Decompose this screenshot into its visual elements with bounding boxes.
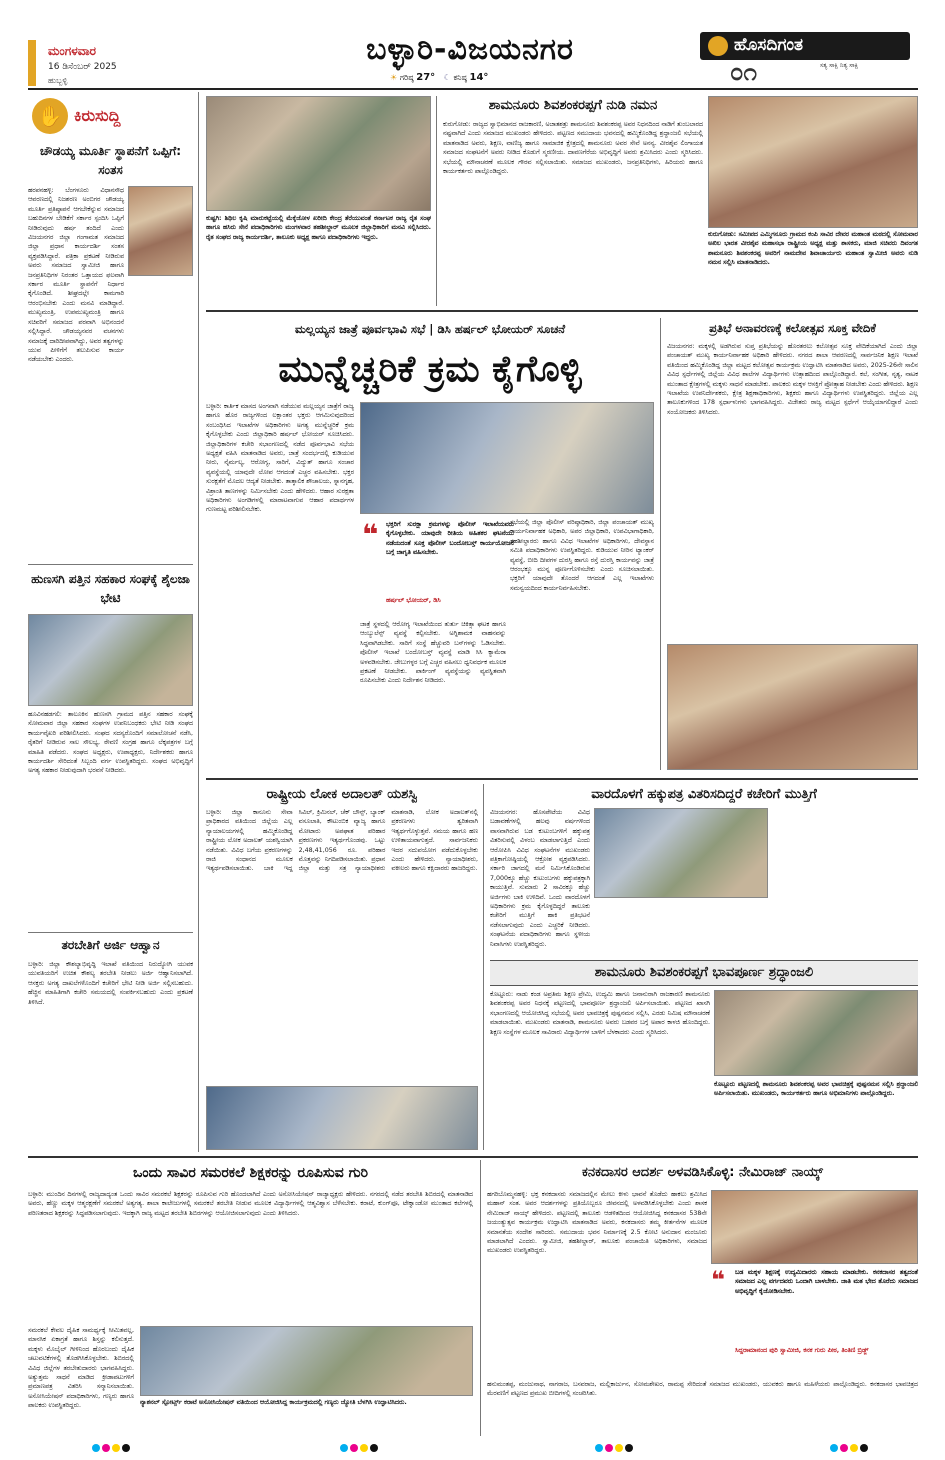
tribute-top-photo [708, 96, 918, 228]
cmyk-dot [830, 1444, 838, 1452]
tribute-top-body: ಕುರುಗೋಡು: ರಾಜ್ಯದ ಸ್ವಾಭಿಮಾನದ ರಾಜಕಾರಣಿ, ಅಜಾತಶತ್ರು ಶಾಮನೂರು ಶಿವಶಂಕರಪ್ಪ ಅವರ ನಿಧನದಿಂದ ನಾಡಿಗೆ ತುಂಬಲಾರದ ನಷ್ಟವಾಗಿದೆ ಎಂದು ಸಮಾಜದ ಮುಖಂಡರು ಹೇಳಿದರು. ಪಟ್ಟಣದ ಸಮುದಾಯ ಭವನದಲ್ಲಿ ಹಮ್ಮಿಕೊಂಡಿದ್ದ ಶ್ರದ್ಧಾಂಜಲಿ ಸಭೆಯಲ್ಲಿ ಮಾತನಾಡಿದ ಅವರು, ಶಿಕ್ಷಣ, ವಾಣಿಜ್ಯ ಹಾಗೂ ಸಾಮಾಜಿಕ ಕ್ಷೇತ್ರದಲ್ಲಿ ಶಾಮನೂರು ಅವರ ಸೇವೆ ಅನನ್ಯ. ವೀರಶೈವ ಲಿಂಗಾಯತ ಸಮಾಜದ ಸಂಘಟನೆಗೆ ಅವರು ನೀಡಿದ ಕೊಡುಗೆ ಸ್ಮರಣೀಯ. ದಾವಣಗೆರೆಯ ಅಭಿವೃದ್ಧಿಗೆ ಅವರು ಶ್ರಮಿಸಿದರು ಎಂದು ಸ್ಮರಿಸಿದರು. ಸಭೆಯಲ್ಲಿ ಮೌನಾಚರಣೆ ಮೂಲಕ ಗೌರವ ಸಲ್ಲಿಸಲಾಯಿತು. ಸಮಾಜದ ಮುಖಂಡರು, ಜನಪ್ರತಿನಿಧಿಗಳು, ಹಿರಿಯರು ಹಾಗೂ ಕಾರ್ಯಕರ್ತರು ಪಾಲ್ಗೊಂಡಿದ್ದರು. [443, 121, 703, 176]
lead-quote-box [360, 518, 514, 616]
date-accent-bar [28, 40, 36, 86]
registration-marks [0, 1440, 945, 1460]
pratibha-headline: ಪ್ರತಿಭೆ ಅನಾವರಣಕ್ಕೆ ಕಲೋತ್ಸವ ಸೂಕ್ತ ವೇದಿಕೆ [709, 321, 876, 335]
kirusuddi-divider-2 [28, 932, 193, 933]
karate-event-photo [140, 1326, 473, 1396]
teachers-body-2: ಸಮರಕಲೆ ಕೇವಲ ದೈಹಿಕ ಸಾಮರ್ಥ್ಯಕ್ಕೆ ಸೀಮಿತವಲ್ಲ, ಮಾನಸಿಕ ಏಕಾಗ್ರತೆ ಹಾಗೂ ಶಿಸ್ತನ್ನು ಕಲಿಸುತ್ತದೆ. ಮಕ್ಕಳು ಮೊಬೈಲ್ ಗೀಳಿನಿಂದ ಹೊರಬಂದು ದೈಹಿಕ ಚಟುವಟಿಕೆಗಳಲ್ಲಿ ತೊಡಗಿಸಿಕೊಳ್ಳಬೇಕು. ಶಿಬಿರದಲ್ಲಿ ವಿವಿಧ ಜಿಲ್ಲೆಗಳ ತರಬೇತುದಾರರು ಭಾಗವಹಿಸಿದ್ದರು. ಅತ್ಯುತ್ತಮ ಸಾಧನೆ ಮಾಡಿದ ಕ್ರೀಡಾಪಟುಗಳಿಗೆ ಪ್ರಮಾಣಪತ್ರ ವಿತರಿಸಿ ಸನ್ಮಾನಿಸಲಾಯಿತು. ಅಸೋಸಿಯೇಷನ್ ಪದಾಧಿಕಾರಿಗಳು, ಗಣ್ಯರು ಹಾಗೂ ಪಾಲಕರು ಉಪಸ್ಥಿತರಿದ್ದರು. [28, 1327, 134, 1410]
lead-body-1: ಬಳ್ಳಾರಿ: ಕಾರ್ತಿಕ ಮಾಸದ ಅಂಗವಾಗಿ ನಡೆಯುವ ಮಲ್ಲಯ್ಯನ ಜಾತ್ರೆಗೆ ರಾಜ್ಯ ಹಾಗೂ ಹೊರ ರಾಜ್ಯಗಳಿಂದ ಲಕ್ಷಾಂತರ ಭಕ್ತರು ಆಗಮಿಸುವುದರಿಂದ ಸಂಬಂಧಿಸಿದ ಇಲಾಖೆಗಳ ಅಧಿಕಾರಿಗಳು ಅಗತ್ಯ ಮುನ್ನೆಚ್ಚರಿಕೆ ಕ್ರಮ ಕೈಗೊಳ್ಳಬೇಕು ಎಂದು ಜಿಲ್ಲಾಧಿಕಾರಿ ಹರ್ಷಲ್ ಭೋಯರ್ ಸೂಚಿಸಿದರು. ಜಿಲ್ಲಾಧಿಕಾರಿಗಳ ಕಚೇರಿ ಸಭಾಂಗಣದಲ್ಲಿ ನಡೆದ ಪೂರ್ವಭಾವಿ ಸಭೆಯ ಅಧ್ಯಕ್ಷತೆ ವಹಿಸಿ ಮಾತನಾಡಿದ ಅವರು, ಜಾತ್ರೆ ಸಂದರ್ಭದಲ್ಲಿ ಕುಡಿಯುವ ನೀರು, ನೈರ್ಮಲ್ಯ, ಆರೋಗ್ಯ, ಸಾರಿಗೆ, ವಿದ್ಯುತ್ ಹಾಗೂ ಸಂಚಾರ ವ್ಯವಸ್ಥೆಯಲ್ಲಿ ಯಾವುದೇ ಲೋಪ ಆಗದಂತೆ ಎಚ್ಚರ ವಹಿಸಬೇಕು. ಭಕ್ತರ ಸುರಕ್ಷತೆಗೆ ಮೊದಲ ಆದ್ಯತೆ ನೀಡಬೇಕು. ತಾತ್ಕಾಲಿಕ ಶೌಚಾಲಯ, ಸ್ನಾನಗೃಹ, ವಿಶ್ರಾಂತಿ ತಾಣಗಳನ್ನು ನಿರ್ಮಿಸಬೇಕು ಎಂದು ಹೇಳಿದರು. ಆಹಾರ ಸುರಕ್ಷತಾ ಅಧಿಕಾರಿಗಳು ಅಂಗಡಿಗಳಲ್ಲಿ ಮಾರಾಟವಾಗುವ ಆಹಾರ ಪದಾರ್ಥಗಳ ಗುಣಮಟ್ಟ ಪರಿಶೀಲಿಸಬೇಕು. [206, 403, 354, 514]
farmers-caption: ಕುಷ್ಟಗಿ: ಶಿಥಿಲ ಕೃಷಿ ಮಾರುಕಟ್ಟೆಯಲ್ಲಿ ಮೆಕ್ಕೆಜೋಳ ಖರೀದಿ ಕೇಂದ್ರ ತೆರೆಯುವಂತೆ ಕರ್ನಾಟಕ ರಾಜ್ಯ ರೈತ ಸಂಘ ಹಾಗೂ ಹಸಿರು ಸೇನೆ ಪದಾಧಿಕಾರಿಗಳು ಮಂಗಳವಾರ ತಹಶೀಲ್ದಾರ್ ಮೂಲಕ ಜಿಲ್ಲಾಧಿಕಾರಿಗೆ ಮನವಿ ಸಲ್ಲಿಸಿದರು. ರೈತ ಸಂಘದ ರಾಜ್ಯ ಕಾರ್ಯದರ್ಶಿ, ತಾಲೂಕು ಅಧ್ಯಕ್ಷ ಹಾಗೂ ಪದಾಧಿಕಾರಿಗಳು ಇದ್ದರು. [206, 215, 431, 241]
cmyk-dot [370, 1444, 378, 1452]
kirusuddi-divider-1 [28, 564, 193, 565]
tribute-bottom-headline: ಶಾಮನೂರು ಶಿವಶಂಕರಪ್ಪಗೆ ಭಾವಪೂರ್ಣ ಶ್ರದ್ಧಾಂಜಲಿ [594, 965, 814, 980]
moon-icon: ☾ [443, 73, 451, 82]
section-title: ಬಳ್ಳಾರಿ-ವಿಜಯನಗರ [366, 32, 574, 67]
pratibha-photo [667, 644, 918, 770]
kanakadasa-quote-author: ಸಿದ್ದರಾಮಾನಂದ ಪುರಿ ಸ್ವಾಮೀಜಿ, ಕನಕ ಗುರು ಪೀಠ, ತಿಂತಿಣಿ ಬ್ರಿಡ್ಜ್ [735, 1347, 869, 1354]
cmyk-dot [112, 1444, 120, 1452]
cmyk-dot [122, 1444, 130, 1452]
bottom-center-rule [480, 1160, 481, 1436]
story2-headline: ಹುಣಸಗಿ ಪತ್ತಿನ ಸಹಕಾರ ಸಂಘಕ್ಕೆ ಶೈಲಜಾ ಭೇಟಿ [31, 572, 190, 605]
lok-adalat-photo [206, 1086, 478, 1150]
hakkupatra-body-col3 [772, 808, 918, 956]
lok-adalat-headline: ರಾಷ್ಟ್ರೀಯ ಲೋಕ ಅದಾಲತ್ ಯಶಸ್ವಿ [266, 787, 418, 802]
lok-adalat-body: ಬಳ್ಳಾರಿ: ಜಿಲ್ಲಾ ಕಾನೂನು ಸೇವಾ ಪ್ರಾಧಿಕಾರದ ವತಿಯಿಂದ ಜಿಲ್ಲೆಯ ಎಲ್ಲ ನ್ಯಾಯಾಲಯಗಳಲ್ಲಿ ಹಮ್ಮಿಕೊಂಡಿದ್ದ ರಾಷ್ಟ್ರೀಯ ಲೋಕ ಅದಾಲತ್ ಯಶಸ್ವಿಯಾಗಿ ನಡೆಯಿತು. ವಿವಿಧ ಬಗೆಯ ಪ್ರಕರಣಗಳನ್ನು ರಾಜಿ ಸಂಧಾನದ ಮೂಲಕ ಇತ್ಯರ್ಥಪಡಿಸಲಾಯಿತು. ಬಾಕಿ ಇದ್ದ ಸಿವಿಲ್, ಕ್ರಿಮಿನಲ್, ಚೆಕ್ ಬೌನ್ಸ್, ಬ್ಯಾಂಕ್ ವಸೂಲಾತಿ, ಕೌಟುಂಬಿಕ ವ್ಯಾಜ್ಯ ಹಾಗೂ ಮೋಟಾರು ಅಪಘಾತ ಪರಿಹಾರ ಪ್ರಕರಣಗಳು ಇತ್ಯರ್ಥಗೊಂಡವು. ಒಟ್ಟು 2,48,41,056 ರೂ. ಪರಿಹಾರ ಮೊತ್ತವನ್ನು ನಿಗದಿಪಡಿಸಲಾಯಿತು. ಪ್ರಧಾನ ಜಿಲ್ಲಾ ಮತ್ತು ಸತ್ರ ನ್ಯಾಯಾಧೀಶರು ಮಾತನಾಡಿ, ಲೋಕ ಅದಾಲತ್‌ನಲ್ಲಿ ಪ್ರಕರಣಗಳು ತ್ವರಿತವಾಗಿ ಇತ್ಯರ್ಥಗೊಳ್ಳುತ್ತವೆ. ಸಮಯ ಹಾಗೂ ಹಣ ಉಳಿತಾಯವಾಗುತ್ತದೆ. ಸಾರ್ವಜನಿಕರು ಇದರ ಸದುಪಯೋಗ ಪಡೆದುಕೊಳ್ಳಬೇಕು ಎಂದು ಹೇಳಿದರು. ನ್ಯಾಯಾಧೀಶರು, ವಕೀಲರು ಹಾಗೂ ಕಕ್ಷಿದಾರರು ಹಾಜರಿದ್ದರು. [206, 809, 478, 873]
weather-strip [390, 72, 550, 86]
day-label: ಮಂಗಳವಾರ [48, 44, 97, 58]
masthead [0, 0, 945, 88]
cmyk-dot [615, 1444, 623, 1452]
city-label: ಹುಬ್ಬಳ್ಳಿ [48, 76, 68, 85]
date-label: 16 ಡಿಸೆಂಬರ್ 2025 [48, 62, 117, 72]
hakkupatra-body: ವಿಜಯನಗರ: ಹೊಸಪೇಟೆಯ ವಿವಿಧ ಬಡಾವಣೆಗಳಲ್ಲಿ ಹಲವು ವರ್ಷಗಳಿಂದ ವಾಸವಾಗಿರುವ ಬಡ ಕುಟುಂಬಗಳಿಗೆ ಹಕ್ಕುಪತ್ರ ವಿತರಿಸುವಲ್ಲಿ ವಿಳಂಬ ಮಾಡಲಾಗುತ್ತಿದೆ ಎಂದು ಆರೋಪಿಸಿ ವಿವಿಧ ಸಂಘಟನೆಗಳ ಮುಖಂಡರು ಪತ್ರಿಕಾಗೋಷ್ಠಿಯಲ್ಲಿ ಆಕ್ರೋಶ ವ್ಯಕ್ತಪಡಿಸಿದರು. ಸರ್ಕಾರಿ ಜಾಗದಲ್ಲಿ ಮನೆ ನಿರ್ಮಿಸಿಕೊಂಡಿರುವ 7,000ಕ್ಕೂ ಹೆಚ್ಚು ಕುಟುಂಬಗಳು ಹಕ್ಕುಪತ್ರಕ್ಕಾಗಿ ಕಾಯುತ್ತಿವೆ. ಸುಮಾರು 2 ಸಾವಿರಕ್ಕೂ ಹೆಚ್ಚು ಅರ್ಜಿಗಳು ಬಾಕಿ ಉಳಿದಿವೆ. ಒಂದು ವಾರದೊಳಗೆ ಅಧಿಕಾರಿಗಳು ಕ್ರಮ ಕೈಗೊಳ್ಳದಿದ್ದರೆ ತಾಲೂಕು ಕಚೇರಿಗೆ ಮುತ್ತಿಗೆ ಹಾಕಿ ಪ್ರತಿಭಟನೆ ನಡೆಸಲಾಗುವುದು ಎಂದು ಎಚ್ಚರಿಕೆ ನೀಡಿದರು. ಸಂಘಟನೆಯ ಪದಾಧಿಕಾರಿಗಳು ಹಾಗೂ ಸ್ಥಳೀಯ ನಿವಾಸಿಗಳು ಉಪಸ್ಥಿತರಿದ್ದರು. [490, 809, 590, 948]
lead-right-rule [660, 318, 661, 770]
story3-body: ಬಳ್ಳಾರಿ: ಜಿಲ್ಲಾ ಕೌಶಲ್ಯಾಭಿವೃದ್ಧಿ ಇಲಾಖೆ ವತಿಯಿಂದ ನಿರುದ್ಯೋಗಿ ಯುವಕ ಯುವತಿಯರಿಗೆ ಉಚಿತ ಕೌಶಲ್ಯ ತರಬೇತಿ ನೀಡಲು ಅರ್ಜಿ ಆಹ್ವಾನಿಸಲಾಗಿದೆ. ಆಸಕ್ತರು ಅಗತ್ಯ ದಾಖಲೆಗಳೊಂದಿಗೆ ಕಚೇರಿಗೆ ಭೇಟಿ ನೀಡಿ ಅರ್ಜಿ ಸಲ್ಲಿಸಬಹುದು. ಹೆಚ್ಚಿನ ಮಾಹಿತಿಗಾಗಿ ಕಚೇರಿ ಸಮಯದಲ್ಲಿ ಸಂಪರ್ಕಿಸಬಹುದು ಎಂದು ಪ್ರಕಟಣೆ ತಿಳಿಸಿದೆ. [28, 961, 193, 1006]
lead-meeting-photo [360, 402, 654, 514]
lok-adalat-rule [483, 784, 484, 1150]
kanakadasa-headline: ಕನಕದಾಸರ ಆದರ್ಶ ಅಳವಡಿಸಿಕೊಳ್ಳಿ: ನೇಮಿರಾಜ್ ನಾಯ್ಕ್ [582, 1165, 823, 1180]
cmyk-dot [92, 1444, 100, 1452]
kanakadasa-body-2: ಹನುಮಂತಪ್ಪ, ಮಂಜುನಾಥ, ನಾಗರಾಜ, ಬಸವರಾಜ, ಮಲ್ಲಿಕಾರ್ಜುನ, ಸೋಮಶೇಖರ, ರಾಮಪ್ಪ ಸೇರಿದಂತೆ ಸಮಾಜದ ಮುಖಂಡರು, ಯುವಕರು ಹಾಗೂ ಮಹಿಳೆಯರು ಪಾಲ್ಗೊಂಡಿದ್ದರು. ಕನಕದಾಸರ ಭಾವಚಿತ್ರದ ಮೆರವಣಿಗೆ ಪಟ್ಟಣದ ಪ್ರಮುಖ ಬೀದಿಗಳಲ್ಲಿ ಸಂಚರಿಸಿತು. [487, 1381, 918, 1398]
quote-icon: ❝ [362, 518, 379, 551]
teachers-body-1: ಬಳ್ಳಾರಿ: ಮುಂದಿನ ದಿನಗಳಲ್ಲಿ ರಾಜ್ಯದಾದ್ಯಂತ ಒಂದು ಸಾವಿರ ಸಮರಕಲೆ ಶಿಕ್ಷಕರನ್ನು ರೂಪಿಸುವ ಗುರಿ ಹೊಂದಲಾಗಿದೆ ಎಂದು ಅಸೋಸಿಯೇಷನ್ ರಾಜ್ಯಾಧ್ಯಕ್ಷರು ಹೇಳಿದರು. ನಗರದಲ್ಲಿ ನಡೆದ ತರಬೇತಿ ಶಿಬಿರದಲ್ಲಿ ಮಾತನಾಡಿದ ಅವರು, ಹೆಣ್ಣು ಮಕ್ಕಳ ಆತ್ಮರಕ್ಷಣೆಗೆ ಸಮರಕಲೆ ಅತ್ಯಗತ್ಯ. ಶಾಲಾ ಕಾಲೇಜುಗಳಲ್ಲಿ ಸಮರಕಲೆ ತರಬೇತಿ ನೀಡುವ ಮೂಲಕ ವಿದ್ಯಾರ್ಥಿಗಳಲ್ಲಿ ಆತ್ಮವಿಶ್ವಾಸ ಬೆಳೆಸಬೇಕು. ಕರಾಟೆ, ಕುಂಗ್‌ಫೂ, ಟೇಕ್ವಾಂಡೋ ಮುಂತಾದ ಕಲೆಗಳಲ್ಲಿ ಪರಿಣತರಾದ ಶಿಕ್ಷಕರನ್ನು ಸಿದ್ಧಪಡಿಸಲಾಗುವುದು. ಇದಕ್ಕಾಗಿ ರಾಜ್ಯ ಮಟ್ಟದ ತರಬೇತಿ ಶಿಬಿರಗಳನ್ನು ಆಯೋಜಿಸಲಾಗುವುದು ಎಂದು ತಿಳಿಸಿದರು. [28, 1191, 473, 1217]
left-column-rule [198, 92, 199, 1152]
kirusuddi-header [28, 96, 193, 138]
cmyk-dot [850, 1444, 858, 1452]
section-rule-2 [206, 778, 918, 780]
cmyk-dot [340, 1444, 348, 1452]
kanakadasa-quote: ಬಡ ಮಕ್ಕಳ ಶಿಕ್ಷಣಕ್ಕೆ ಉದ್ಯಮಿದಾರರು ಸಹಾಯ ಮಾಡಬೇಕು. ಕನಕದಾಸರ ತತ್ವದಂತೆ ಸಮಾಜದ ಎಲ್ಲ ವರ್ಗದವರು ಒಂದಾಗಿ ಬಾಳಬೇಕು. ಜಾತಿ ಮತ ಭೇದ ತೊರೆದು ಸಮಾಜದ ಅಭಿವೃದ್ಧಿಗೆ ಕೈಜೋಡಿಸಬೇಕು. [735, 1269, 918, 1295]
tribute-bottom-body: ಕೊಟ್ಟೂರು: ನಾಡು ಕಂಡ ಅಪ್ರತಿಮ ಶಿಕ್ಷಣ ಪ್ರೇಮಿ, ಉದ್ಯಮಿ ಹಾಗೂ ಜನಾನುರಾಗಿ ರಾಜಕಾರಣಿ ಶಾಮನೂರು ಶಿವಶಂಕರಪ್ಪ ಅವರ ನಿಧನಕ್ಕೆ ಪಟ್ಟಣದಲ್ಲಿ ಭಾವಪೂರ್ಣ ಶ್ರದ್ಧಾಂಜಲಿ ಅರ್ಪಿಸಲಾಯಿತು. ಪಟ್ಟಣದ ಖಾಸಗಿ ಸಭಾಂಗಣದಲ್ಲಿ ಆಯೋಜಿಸಿದ್ದ ಸಭೆಯಲ್ಲಿ ಅವರ ಭಾವಚಿತ್ರಕ್ಕೆ ಪುಷ್ಪನಮನ ಸಲ್ಲಿಸಿ, ಎರಡು ನಿಮಿಷ ಮೌನಾಚರಣೆ ಮಾಡಲಾಯಿತು. ಮುಖಂಡರು ಮಾತನಾಡಿ, ಶಾಮನೂರು ಅವರು ಬಡವರ ಬಗ್ಗೆ ಅಪಾರ ಕಾಳಜಿ ಹೊಂದಿದ್ದರು. ಶಿಕ್ಷಣ ಸಂಸ್ಥೆಗಳ ಮೂಲಕ ಸಾವಿರಾರು ವಿದ್ಯಾರ್ಥಿಗಳ ಬಾಳಿಗೆ ಬೆಳಕಾದರು ಎಂದು ಸ್ಮರಿಸಿದರು. [490, 991, 710, 1036]
weather-max: 27° [416, 72, 436, 83]
cmyk-dot [360, 1444, 368, 1452]
hakkupatra-photo [594, 808, 768, 898]
tribute-bottom-photo [714, 990, 918, 1076]
pratibha-body: ವಿಜಯನಗರ: ಮಕ್ಕಳಲ್ಲಿ ಅಡಗಿರುವ ಸುಪ್ತ ಪ್ರತಿಭೆಯನ್ನು ಹೊರತರಲು ಕಲೋತ್ಸವ ಸೂಕ್ತ ವೇದಿಕೆಯಾಗಿದೆ ಎಂದು ಜಿಲ್ಲಾ ಪಂಚಾಯತ್ ಮುಖ್ಯ ಕಾರ್ಯನಿರ್ವಾಹಕ ಅಧಿಕಾರಿ ಹೇಳಿದರು. ನಗರದ ಶಾಲಾ ಆವರಣದಲ್ಲಿ ಸಾರ್ವಜನಿಕ ಶಿಕ್ಷಣ ಇಲಾಖೆ ವತಿಯಿಂದ ಹಮ್ಮಿಕೊಂಡಿದ್ದ ಜಿಲ್ಲಾ ಮಟ್ಟದ ಕಲೋತ್ಸವ ಕಾರ್ಯಕ್ರಮ ಉದ್ಘಾಟಿಸಿ ಮಾತನಾಡಿದ ಅವರು, 2025-26ನೇ ಸಾಲಿನ ವಿವಿಧ ಸ್ಪರ್ಧೆಗಳಲ್ಲಿ ಜಿಲ್ಲೆಯ ವಿವಿಧ ಶಾಲೆಗಳ ವಿದ್ಯಾರ್ಥಿಗಳು ಉತ್ಸಾಹದಿಂದ ಪಾಲ್ಗೊಂಡಿದ್ದಾರೆ. ಕಲೆ, ಸಂಗೀತ, ನೃತ್ಯ, ನಾಟಕ ಮುಂತಾದ ಕ್ಷೇತ್ರಗಳಲ್ಲಿ ಮಕ್ಕಳು ಸಾಧನೆ ಮಾಡಬೇಕು. ಪಾಲಕರು ಮಕ್ಕಳ ಆಸಕ್ತಿಗೆ ಪ್ರೋತ್ಸಾಹ ನೀಡಬೇಕು ಎಂದು ಹೇಳಿದರು. ಶಿಕ್ಷಣ ಇಲಾಖೆಯ ಉಪನಿರ್ದೇಶಕರು, ಕ್ಷೇತ್ರ ಶಿಕ್ಷಣಾಧಿಕಾರಿಗಳು, ಶಿಕ್ಷಕರು ಹಾಗೂ ವಿದ್ಯಾರ್ಥಿಗಳು ಉಪಸ್ಥಿತರಿದ್ದರು. ಜಿಲ್ಲೆಯ ಎಲ್ಲ ತಾಲೂಕುಗಳಿಂದ 178 ಸ್ಪರ್ಧಾಳುಗಳು ಭಾಗವಹಿಸಿದ್ದರು. ವಿಜೇತರು ರಾಜ್ಯ ಮಟ್ಟದ ಸ್ಪರ್ಧೆಗೆ ಆಯ್ಕೆಯಾಗಲಿದ್ದಾರೆ ಎಂದು ಸಂಯೋಜಕರು ತಿಳಿಸಿದರು. [667, 343, 918, 416]
farmers-protest-photo [206, 96, 431, 211]
kanakadasa-body: ಹಗರಿಬೊಮ್ಮನಹಳ್ಳಿ: ಭಕ್ತ ಕನಕದಾಸರು ಸಮಾಜದಲ್ಲಿನ ಮೇಲು ಕೀಳು ಭಾವನೆ ತೊಡೆದು ಹಾಕಲು ಶ್ರಮಿಸಿದ ಮಹಾನ್ ಸಂತ. ಅವರ ಆದರ್ಶಗಳನ್ನು ಪ್ರತಿಯೊಬ್ಬರೂ ಜೀವನದಲ್ಲಿ ಅಳವಡಿಸಿಕೊಳ್ಳಬೇಕು ಎಂದು ಶಾಸಕ ನೇಮಿರಾಜ್ ನಾಯ್ಕ್ ಹೇಳಿದರು. ಪಟ್ಟಣದಲ್ಲಿ ತಾಲೂಕು ಆಡಳಿತದಿಂದ ಆಯೋಜಿಸಿದ್ದ ಕನಕದಾಸರ 538ನೇ ಜಯಂತ್ಯುತ್ಸವ ಕಾರ್ಯಕ್ರಮ ಉದ್ಘಾಟಿಸಿ ಮಾತನಾಡಿದ ಅವರು, ಕನಕದಾಸರು ತಮ್ಮ ಕೀರ್ತನೆಗಳ ಮೂಲಕ ಸಮಾನತೆಯ ಸಂದೇಶ ಸಾರಿದರು. ಸಮುದಾಯ ಭವನ ನಿರ್ಮಾಣಕ್ಕೆ 2.5 ಕೋಟಿ ಅನುದಾನ ಮಂಜೂರು ಮಾಡಲಾಗಿದೆ ಎಂದರು. ಸ್ವಾಮೀಜಿ, ತಹಶೀಲ್ದಾರ್, ತಾಲೂಕು ಪಂಚಾಯಿತಿ ಅಧಿಕಾರಿಗಳು, ಸಮಾಜದ ಮುಖಂಡರು ಉಪಸ್ಥಿತರಿದ್ದರು. [487, 1191, 707, 1255]
lamp-icon [708, 36, 728, 56]
story1-headline: ಚೌಡಯ್ಯ ಮೂರ್ತಿ ಸ್ಥಾಪನೆಗೆ ಒಪ್ಪಿಗೆ: ಸಂತಸ [39, 144, 182, 177]
cmyk-dot [860, 1444, 868, 1452]
lead-quote-author: ಹರ್ಷಲ್ ಭೋಯರ್, ಡಿಸಿ [386, 597, 441, 604]
hand-icon: ✋ [32, 98, 68, 134]
tribute-top-headline: ಶಾಮನೂರು ಶಿವಶಂಕರಪ್ಪಗೆ ನುಡಿ ನಮನ [488, 98, 658, 113]
weather-min-label: ಕನಿಷ್ಠ [453, 73, 467, 82]
story2-photo [28, 614, 193, 706]
story1-portrait [128, 186, 193, 276]
section-rule-3 [28, 1156, 918, 1158]
lead-body-2: ಜಾತ್ರೆ ಸ್ಥಳದಲ್ಲಿ ಆರೋಗ್ಯ ಇಲಾಖೆಯಿಂದ ತುರ್ತು ಚಿಕಿತ್ಸಾ ಘಟಕ ಹಾಗೂ ಆಂಬ್ಯುಲೆನ್ಸ್ ವ್ಯವಸ್ಥೆ ಕಲ್ಪಿಸಬೇಕು. ಅಗ್ನಿಶಾಮಕ ವಾಹನವನ್ನು ಸಿದ್ಧವಾಗಿಡಬೇಕು. ಸಾರಿಗೆ ಸಂಸ್ಥೆ ಹೆಚ್ಚುವರಿ ಬಸ್‌ಗಳನ್ನು ಓಡಿಸಬೇಕು. ಪೊಲೀಸ್ ಇಲಾಖೆ ಬಂದೋಬಸ್ತ್ ವ್ಯವಸ್ಥೆ ಮಾಡಿ ಸಿಸಿ ಕ್ಯಾಮೆರಾ ಅಳವಡಿಸಬೇಕು. ಜೇಬುಗಳ್ಳರ ಬಗ್ಗೆ ಎಚ್ಚರ ವಹಿಸಲು ಧ್ವನಿವರ್ಧಕ ಮೂಲಕ ಪ್ರಕಟಣೆ ನೀಡಬೇಕು. ಪಾರ್ಕಿಂಗ್ ವ್ಯವಸ್ಥೆಯನ್ನು ವ್ಯವಸ್ಥಿತವಾಗಿ ರೂಪಿಸಬೇಕು ಎಂದು ನಿರ್ದೇಶನ ನೀಡಿದರು. [360, 621, 506, 685]
section-rule-1 [206, 310, 918, 312]
cmyk-dot [840, 1444, 848, 1452]
kirusuddi-tag: ಕಿರುಸುದ್ದಿ [74, 106, 121, 125]
masthead-rule [28, 88, 918, 90]
lead-quote: ಭಕ್ತರಿಗೆ ಸುರಕ್ಷಾ ಕ್ರಮಗಳನ್ನು ಪೊಲೀಸ್ ಇಲಾಖೆಯವರು ಕೈಗೊಳ್ಳಬೇಕು. ಯಾವುದೇ ರೀತಿಯ ಅಹಿತಕರ ಘಟನೆಯು ನಡೆಯದಂತೆ ಸೂಕ್ತ ಪೊಲೀಸ್ ಬಂದೋಬಸ್ತ್ ಕಾರ್ಯಯೋಜನೆ ಬಗ್ಗೆ ಜಾಗೃತಿ ವಹಿಸಬೇಕು. [386, 521, 514, 557]
cmyk-dot [350, 1444, 358, 1452]
date-box [28, 32, 178, 84]
paper-logo [700, 32, 910, 60]
cmyk-dot [625, 1444, 633, 1452]
story2-body: ಹೂವಿನಹಡಗಲಿ: ತಾಲೂಕಿನ ಹುಣಸಗಿ ಗ್ರಾಮದ ಪತ್ತಿನ ಸಹಕಾರ ಸಂಘಕ್ಕೆ ಸೋಮವಾರ ಜಿಲ್ಲಾ ಸಹಕಾರ ಸಂಘಗಳ ಉಪನಿಬಂಧಕರು ಭೇಟಿ ನೀಡಿ ಸಂಘದ ಕಾರ್ಯವೈಖರಿ ಪರಿಶೀಲಿಸಿದರು. ಸಂಘದ ಸದಸ್ಯರೊಂದಿಗೆ ಸಮಾಲೋಚನೆ ನಡೆಸಿ, ರೈತರಿಗೆ ನೀಡಿರುವ ಸಾಲ ಸೌಲಭ್ಯ, ಠೇವಣಿ ಸಂಗ್ರಹ ಹಾಗೂ ಲೆಕ್ಕಪತ್ರಗಳ ಬಗ್ಗೆ ಮಾಹಿತಿ ಪಡೆದರು. ಸಂಘದ ಅಧ್ಯಕ್ಷರು, ಉಪಾಧ್ಯಕ್ಷರು, ನಿರ್ದೇಶಕರು ಹಾಗೂ ಕಾರ್ಯದರ್ಶಿ ಸೇರಿದಂತೆ ಸಿಬ್ಬಂದಿ ವರ್ಗ ಉಪಸ್ಥಿತರಿದ್ದರು. ಸಂಘದ ಅಭಿವೃದ್ಧಿಗೆ ಅಗತ್ಯ ಸಹಕಾರ ನೀಡುವುದಾಗಿ ಭರವಸೆ ನೀಡಿದರು. [28, 711, 193, 775]
kanakadasa-photo [711, 1190, 918, 1264]
kanakadasa-quote-box [711, 1266, 918, 1376]
cmyk-dot [605, 1444, 613, 1452]
teachers-headline: ಒಂದು ಸಾವಿರ ಸಮರಕಲೆ ಶಿಕ್ಷಕರನ್ನು ರೂಪಿಸುವ ಗುರಿ [132, 1165, 369, 1181]
hakkupatra-body-cont [594, 902, 768, 956]
cmyk-dot [102, 1444, 110, 1452]
tribute-top-caption: ಕುರುಗೋಡು: ಸಮೀಪದ ಎಮ್ಮಿಗನೂರು ಗ್ರಾಮದ ಕಂಪಿ ಸಾವಿರ ದೇವರ ಮಹಾಂತ ಮಠದಲ್ಲಿ ಸೋಮವಾರ ಅಖಿಲ ಭಾರತ ವೀರಶೈವ ಮಹಾಸಭಾ ರಾಷ್ಟ್ರೀಯ ಅಧ್ಯಕ್ಷ ಮತ್ತು ಶಾಸಕರು, ಮಾಜಿ ಸಚಿವರು ದಿವಂಗತ ಶಾಮನೂರು ಶಿವಶಂಕರಪ್ಪ ಅವರಿಗೆ ನಾಮದೇವ ಶಿವಾಚಾರ್ಯರು ಮಹಾಂತ ಸ್ವಾಮೀಜಿ ಅವರು ನುಡಿ ನಮನ ಸಲ್ಲಿಸಿ ಮಾತನಾಡಿದರು. [708, 231, 918, 267]
page-number: ೦೧ [730, 58, 757, 86]
lead-kicker: ಮಲ್ಲಯ್ಯನ ಜಾತ್ರೆ ಪೂರ್ವಭಾವಿ ಸಭೆ | ಡಿಸಿ ಹರ್ಷಲ್ ಭೋಯರ್ ಸೂಚನೆ [294, 322, 566, 336]
lead-body-3: ಸಭೆಯಲ್ಲಿ ಜಿಲ್ಲಾ ಪೊಲೀಸ್ ವರಿಷ್ಠಾಧಿಕಾರಿ, ಜಿಲ್ಲಾ ಪಂಚಾಯತ್ ಮುಖ್ಯ ಕಾರ್ಯನಿರ್ವಾಹಕ ಅಧಿಕಾರಿ, ಅಪರ ಜಿಲ್ಲಾಧಿಕಾರಿ, ಉಪವಿಭಾಗಾಧಿಕಾರಿ, ತಹಶೀಲ್ದಾರರು ಹಾಗೂ ವಿವಿಧ ಇಲಾಖೆಗಳ ಅಧಿಕಾರಿಗಳು, ದೇವಸ್ಥಾನ ಸಮಿತಿ ಪದಾಧಿಕಾರಿಗಳು ಉಪಸ್ಥಿತರಿದ್ದರು. ಕುಡಿಯುವ ನೀರಿನ ಟ್ಯಾಂಕರ್ ವ್ಯವಸ್ಥೆ, ಬೀದಿ ದೀಪಗಳ ದುರಸ್ತಿ ಹಾಗೂ ರಸ್ತೆ ದುರಸ್ತಿ ಕಾರ್ಯವನ್ನು ಜಾತ್ರೆ ಆರಂಭಕ್ಕೂ ಮುನ್ನ ಪೂರ್ಣಗೊಳಿಸಬೇಕು ಎಂದು ಸೂಚಿಸಲಾಯಿತು. ಭಕ್ತರಿಗೆ ಯಾವುದೇ ತೊಂದರೆ ಆಗದಂತೆ ಎಲ್ಲ ಇಲಾಖೆಗಳು ಸಮನ್ವಯದಿಂದ ಕಾರ್ಯನಿರ್ವಹಿಸಬೇಕು. [510, 519, 654, 592]
lead-headline: ಮುನ್ನೆಚ್ಚರಿಕೆ ಕ್ರಮ ಕೈಗೊಳ್ಳಿ [278, 349, 582, 390]
teachers-caption: ನ್ಯಾಶನಲ್ ಸ್ಪೋರ್ಟ್ಸ್ ಕರಾಟೆ ಅಸೋಸಿಯೇಷನ್ ವತಿಯಿಂದ ಆಯೋಜಿಸಿದ್ದ ಕಾರ್ಯಕ್ರಮದಲ್ಲಿ ಗಣ್ಯರು ಜ್ಯೋತಿ ಬೆಳಗಿಸಿ ಉದ್ಘಾಟಿಸಿದರು. [140, 1399, 407, 1406]
kanakadasa-quote-icon: ❝ [711, 1266, 726, 1294]
paper-name: ಹೊಸದಿಗಂತ [734, 35, 804, 55]
sun-icon: ☀ [390, 73, 398, 82]
kirusuddi-column [28, 92, 193, 1152]
story3-headline: ತರಬೇತಿಗೆ ಅರ್ಜಿ ಆಹ್ವಾನ [61, 938, 160, 952]
paper-tagline: ಸತ್ಯ ಸಾಕ್ಷಿ ನಿತ್ಯ ಸಾಕ್ಷಿ [820, 62, 859, 69]
hakkupatra-headline: ವಾರದೊಳಗೆ ಹಕ್ಕುಪತ್ರ ವಿತರಿಸದಿದ್ದರೆ ಕಚೇರಿಗೆ ಮುತ್ತಿಗೆ [591, 787, 817, 802]
cmyk-dot [595, 1444, 603, 1452]
tribute-bottom-caption: ಕೊಟ್ಟೂರು ಪಟ್ಟಣದಲ್ಲಿ ಶಾಮನೂರು ಶಿವಶಂಕರಪ್ಪ ಅವರ ಭಾವಚಿತ್ರಕ್ಕೆ ಪುಷ್ಪನಮನ ಸಲ್ಲಿಸಿ ಶ್ರದ್ಧಾಂಜಲಿ ಅರ್ಪಿಸಲಾಯಿತು. ಮುಖಂಡರು, ಕಾರ್ಯಕರ್ತರು ಹಾಗೂ ಅಭಿಮಾನಿಗಳು ಪಾಲ್ಗೊಂಡಿದ್ದರು. [714, 1081, 918, 1098]
story1-body: ಹರಪನಹಳ್ಳಿ: ಬೆಂಗಳೂರು ವಿಧಾನಸೌಧ ಆವರಣದಲ್ಲಿ ನಿಜಶರಣ ಅಂಬಿಗರ ಚೌಡಯ್ಯ ಮೂರ್ತಿ ಪ್ರತಿಷ್ಠಾಪನೆ ಆಗಬೇಕೆನ್ನುವ ಸಮಾಜದ ಬಹುದಿನಗಳ ಬೇಡಿಕೆಗೆ ಸರ್ಕಾರ ಸ್ಪಂದಿಸಿ ಒಪ್ಪಿಗೆ ನೀಡಿರುವುದು ಹರ್ಷ ತಂದಿದೆ ಎಂದು ವಿಜಯನಗರ ಜಿಲ್ಲಾ ಗಂಗಾಮತ ಸಮಾಜದ ಜಿಲ್ಲಾ ಪ್ರಧಾನ ಕಾರ್ಯದರ್ಶಿ ಸಂತಸ ವ್ಯಕ್ತಪಡಿಸಿದ್ದಾರೆ. ಪತ್ರಿಕಾ ಪ್ರಕಟಣೆ ನೀಡಿರುವ ಅವರು ಸಮಾಜದ ಸ್ವಾಮೀಜಿ ಹಾಗೂ ಜನಪ್ರತಿನಿಧಿಗಳ ನಿರಂತರ ಒತ್ತಾಯದ ಫಲವಾಗಿ ಸರ್ಕಾರ ಮೂರ್ತಿ ಸ್ಥಾಪನೆಗೆ ನಿರ್ಧಾರ ಕೈಗೊಂಡಿದೆ. ಶೀಘ್ರದಲ್ಲೇ ಕಾಮಗಾರಿ ಆರಂಭಿಸಬೇಕು ಎಂದು ಮನವಿ ಮಾಡಿದ್ದಾರೆ. ಮುಖ್ಯಮಂತ್ರಿ, ಉಪಮುಖ್ಯಮಂತ್ರಿ ಹಾಗೂ ಸಚಿವರಿಗೆ ಸಮಾಜದ ಪರವಾಗಿ ಅಭಿನಂದನೆ ಸಲ್ಲಿಸಿದ್ದಾರೆ. ಚೌಡಯ್ಯನವರ ವಚನಗಳು ಸಮಾಜಕ್ಕೆ ದಾರಿದೀಪವಾಗಿದ್ದು, ಅವರ ತತ್ವಗಳನ್ನು ಯುವ ಪೀಳಿಗೆಗೆ ತಲುಪಿಸುವ ಕಾರ್ಯ ನಡೆಯಬೇಕು ಎಂದರು. [28, 187, 124, 364]
weather-min: 14° [469, 72, 489, 83]
top-col-rule [436, 96, 437, 306]
weather-max-label: ಗರಿಷ್ಠ [399, 73, 414, 82]
